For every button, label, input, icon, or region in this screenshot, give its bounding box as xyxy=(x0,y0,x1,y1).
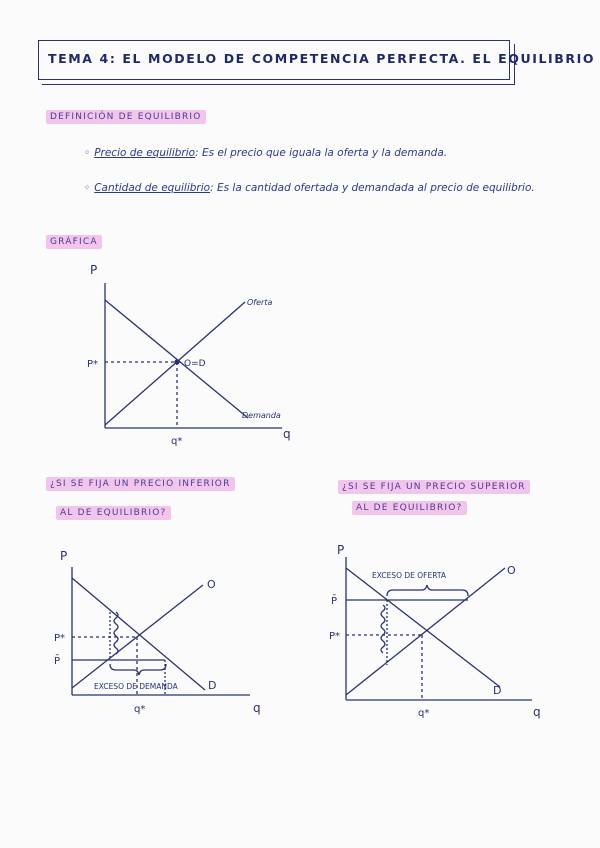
equilibrium-point xyxy=(175,360,179,364)
page-title: TEMA 4: EL MODELO DE COMPETENCIA PERFECTA. EL EQUILIBRIO xyxy=(48,51,596,66)
graph-heading: GRÁFICA xyxy=(46,235,102,249)
question-lower-line2: AL DE EQUILIBRIO? xyxy=(56,506,171,520)
definition-heading: DEFINICIÓN DE EQUILIBRIO xyxy=(46,110,206,124)
graph3-pbar-label: P̄ xyxy=(331,596,338,607)
excess-squiggle xyxy=(381,605,385,653)
excess-brace xyxy=(387,585,468,596)
question-lower-line1: ¿SI SE FIJA UN PRECIO INFERIOR xyxy=(46,477,235,491)
graph2-qstar-label: q* xyxy=(134,704,146,715)
graph3-demand-label: D xyxy=(493,684,502,697)
graph2-demand-label: D xyxy=(208,679,217,692)
graph2-excess-label: EXCESO DE DEMANDA xyxy=(94,682,178,691)
definition-term: Cantidad de equilibrio xyxy=(94,182,211,194)
graph1-qstar-label: q* xyxy=(171,436,183,447)
graph1-supply-label: Oferta xyxy=(247,298,273,307)
graph1-equilibrium-label: O=D xyxy=(184,359,206,369)
bullet-icon: ◦ xyxy=(84,147,91,159)
question-upper-line1: ¿SI SE FIJA UN PRECIO SUPERIOR xyxy=(338,480,530,494)
graph3-supply-label: O xyxy=(507,564,516,577)
price-floor-below-diagram xyxy=(72,567,250,695)
bullet-icon: ◦ xyxy=(84,182,91,194)
graph3-excess-label: EXCESO DE OFERTA xyxy=(372,571,447,580)
definition-text: : Es el precio que iguala la oferta y la demanda. xyxy=(195,147,448,159)
graph2-pbar-label: P̄ xyxy=(54,656,61,667)
graph2-pstar-label: P* xyxy=(54,633,66,644)
graph3-pstar-label: P* xyxy=(329,631,341,642)
graph3-p-label: P xyxy=(337,543,345,557)
graph3-q-label: q xyxy=(533,705,541,719)
question-upper-line2: AL DE EQUILIBRIO? xyxy=(352,501,467,515)
graph3-qstar-label: q* xyxy=(418,708,430,719)
graph1-q-label: q xyxy=(283,427,291,441)
graph1-pstar-label: P* xyxy=(87,359,99,370)
demand-curve xyxy=(346,568,500,687)
graph2-q-label: q xyxy=(253,701,261,715)
definition-term: Precio de equilibrio xyxy=(94,147,196,159)
graph2-supply-label: O xyxy=(207,578,216,591)
graph2-p-label: P xyxy=(60,549,68,563)
excess-brace xyxy=(110,664,166,675)
definition-text: : Es la cantidad ofertada y demandada al precio de equilibrio. xyxy=(210,182,535,194)
excess-squiggle xyxy=(114,612,118,654)
graph1-p-label: P xyxy=(90,263,98,277)
graph1-demand-label: Demanda xyxy=(242,411,281,420)
